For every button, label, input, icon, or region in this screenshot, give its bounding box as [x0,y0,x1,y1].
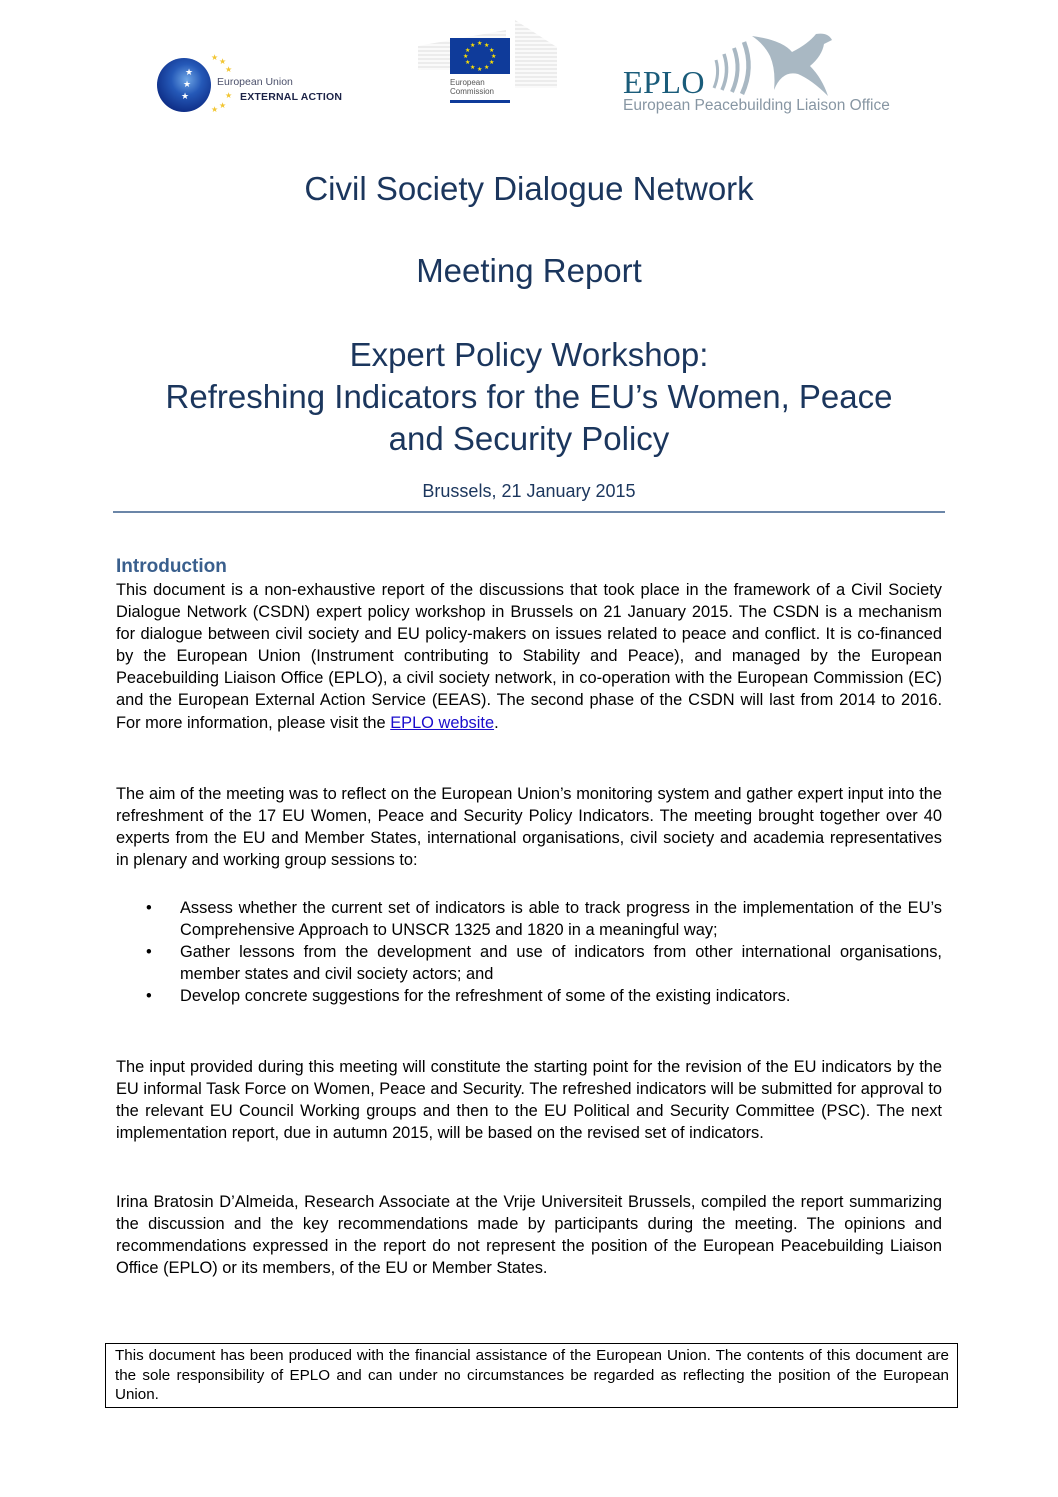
list-item [116,941,942,985]
report-type-title: Meeting Report [416,252,642,289]
intro-paragraph-1-end: . [494,713,499,732]
workshop-title-line1: Expert Policy Workshop: [349,336,709,373]
eplo-logo [620,30,900,120]
intro-paragraph-1-text: This document is a non-exhaustive report of the discussions that took place in the framework of a Civil Society Dialogue Network (CSDN) expert policy workshop in Brussels on 21 January 2015. The CSDN is a mechanism for dialogue between civil society and EU policy-makers on issues related to peace and conflict. It is co-financed by the European Union (Instrument contributing to Stability and Peace), and managed by the European Peacebuilding Liaison Office (EPLO), a civil society network, in co-operation with the European Commission (EC) and the European External Action Service (EEAS). The second phase of the CSDN will last from 2014 to 2016. For more information, please visit the [116,581,942,732]
building-icon [515,20,557,88]
eeas-logo-line2: EXTERNAL ACTION [240,91,343,103]
bullet-icon: • [146,899,152,917]
dove-icon [712,30,842,100]
title-divider [113,511,945,513]
globe-icon: ★ ★ ★ [157,58,211,112]
eplo-website-link[interactable]: EPLO website [390,713,495,732]
ec-logo-bar [450,100,510,103]
list-item-text: Gather lessons from the development and use of indicators from other international organisations, member states and civil society actors; and [180,943,942,984]
list-item [116,897,942,941]
eplo-full-name: European Peacebuilding Liaison Office [623,97,890,114]
bullet-icon: • [146,943,152,962]
funding-disclaimer-box: This document has been produced with the financial assistance of the European Union. The contents of this document are the sole responsibility of EPLO and can under no circumstances be regarded as reflecting the position of the European Union. [105,1343,958,1408]
star-icon: ★ [219,101,227,110]
eeas-logo-line1: European Union [217,76,293,88]
star-icon: ★ [219,57,227,66]
star-icon: ★ [211,105,219,114]
place-date: Brussels, 21 January 2015 [422,481,636,501]
ec-logo-text [450,78,494,96]
ec-logo-line1: European [450,78,485,87]
star-icon: ★ [225,65,233,74]
list-item-text: Develop concrete suggestions for the refreshment of some of the existing indicators. [180,987,791,1006]
eeas-logo [155,52,365,118]
workshop-title-line3: and Security Policy [388,420,670,457]
bullet-icon: • [146,987,152,1006]
meeting-aim-paragraph: The aim of the meeting was to reflect on the European Union’s monitoring system and gather expert input into the refreshment of the 17 EU Women, Peace and Security Policy Indicators. The meeting brought together over 40 experts from the EU and Member States, international organisations, civil society and academia representatives in plenary and working group sessions to: [116,785,942,870]
list-item-text: Assess whether the current set of indicators is able to track progress in the implementation of the EU’s Comprehensive Approach to UNSCR 1325 and 1820 in a meaningful way; [180,899,942,940]
eu-flag-icon: ★ ★ ★ ★ ★ ★ ★ ★ ★ ★ ★ ★ [450,38,510,74]
next-steps-paragraph: The input provided during this meeting will constitute the starting point for the revision of the EU indicators by the EU informal Task Force on Women, Peace and Security. The refreshed indicators will be submitted for approval to the relevant EU Council Working groups and then to the EU Political and Security Committee (PSC). The next implementation report, due in autumn 2015, will be based on the revised set of indicators. [116,1058,942,1143]
workshop-title [110,334,948,460]
author-paragraph: Irina Bratosin D’Almeida, Research Associate at the Vrije Universiteit Brussels, compiled the report summarizing the discussion and the key recommendations made by participants during the meeting. The opinions and recommendations expressed in the report do not represent the position of the European Peacebuilding Liaison Office (EPLO) or its members, of the EU or Member States. [116,1193,942,1278]
intro-paragraph-1 [116,579,942,734]
network-title: Civil Society Dialogue Network [304,170,754,207]
workshop-title-line2: Refreshing Indicators for the EU’s Women, Peace [165,378,893,415]
star-icon: ★ [211,53,219,62]
list-item [116,985,942,1007]
star-icon: ★ [225,91,233,100]
ec-logo-line2: Commission [450,87,495,96]
european-commission-logo [415,16,560,112]
objectives-list [116,897,942,1007]
logo-bar [0,0,1058,130]
section-heading-introduction: Introduction [116,556,227,577]
eplo-acronym: EPLO [623,64,705,100]
